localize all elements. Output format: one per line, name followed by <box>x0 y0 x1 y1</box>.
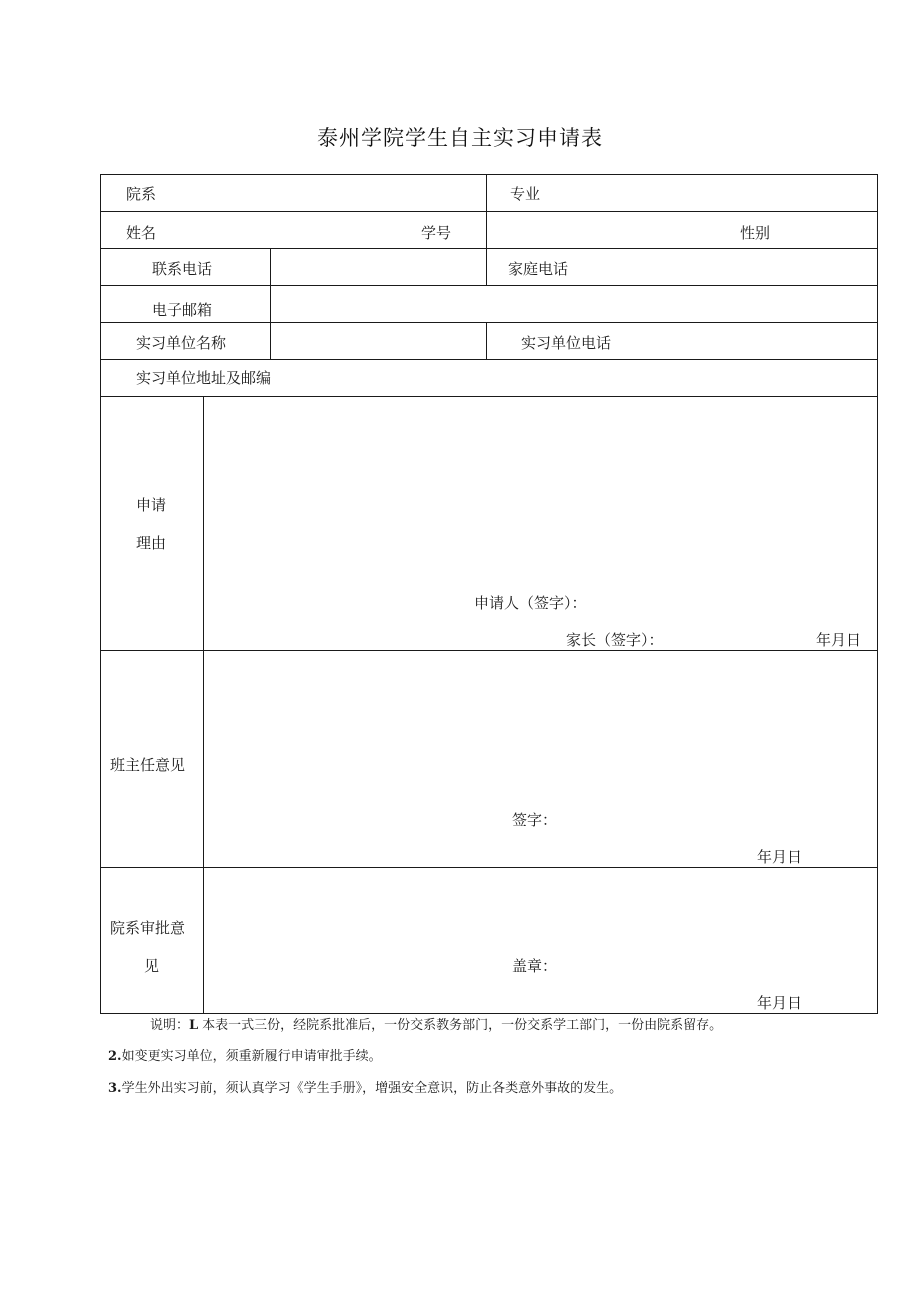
label-reason-line1: 申请 <box>136 496 167 514</box>
dept-date-label: 年月日 <box>757 994 803 1012</box>
reason-date-label: 年月日 <box>816 631 862 649</box>
label-teacher-opinion: 班主任意见 <box>110 756 186 774</box>
note-3-text: 学生外出实习前，须认真学习《学生手册》，增强安全意识，防止各类意外事故的发生。 <box>121 1081 623 1096</box>
parent-signature-label: 家长（签字）： <box>566 631 664 649</box>
label-intern-company-address: 实习单位地址及邮编 <box>136 369 272 387</box>
note-1-text: 本表一式三份，经院系批准后，一份交系教务部门，一份交系学工部门，一份由院系留存。 <box>202 1018 723 1033</box>
table-line <box>100 359 878 360</box>
label-contact-phone: 联系电话 <box>152 260 213 278</box>
table-line <box>100 650 878 651</box>
note-1 <box>150 1018 722 1034</box>
label-intern-company-name: 实习单位名称 <box>136 334 227 352</box>
table-line <box>486 174 487 285</box>
dept-seal-label: 盖章： <box>512 957 558 975</box>
table-line <box>100 396 878 397</box>
label-dept-approval-line1: 院系审批意 <box>110 919 186 937</box>
table-line <box>100 248 878 249</box>
table-line <box>100 322 878 323</box>
label-email: 电子邮箱 <box>152 301 213 319</box>
note-2 <box>108 1049 382 1065</box>
label-dept-approval-line2: 见 <box>144 957 160 975</box>
note-2-text: 如变更实习单位，须重新履行申请审批手续。 <box>121 1049 382 1064</box>
table-line <box>486 322 487 359</box>
table-line <box>100 174 101 1014</box>
label-home-phone: 家庭电话 <box>508 260 569 278</box>
applicant-signature-label: 申请人（签字）： <box>474 594 587 612</box>
note-1-number: L <box>189 1018 199 1033</box>
label-student-id: 学号 <box>421 224 452 242</box>
label-reason-line2: 理由 <box>136 534 167 552</box>
page-title: 泰州学院学生自主实习申请表 <box>317 126 603 150</box>
note-3 <box>108 1081 622 1097</box>
label-gender: 性别 <box>740 224 771 242</box>
table-line <box>100 285 878 286</box>
teacher-date-label: 年月日 <box>757 848 803 866</box>
note-3-number: 3. <box>108 1081 122 1096</box>
table-line <box>100 211 878 212</box>
label-department: 院系 <box>126 185 157 203</box>
table-line <box>270 248 271 359</box>
label-major: 专业 <box>510 185 541 203</box>
table-line <box>877 174 878 1014</box>
table-line <box>100 174 878 175</box>
label-name: 姓名 <box>126 224 157 242</box>
table-line <box>203 396 204 1014</box>
teacher-signature-label: 签字： <box>512 811 558 829</box>
note-1-prefix: 说明： <box>150 1018 190 1033</box>
table-line <box>100 1013 878 1014</box>
table-line <box>100 867 878 868</box>
label-intern-company-phone: 实习单位电话 <box>521 334 612 352</box>
note-2-number: 2. <box>108 1049 122 1064</box>
